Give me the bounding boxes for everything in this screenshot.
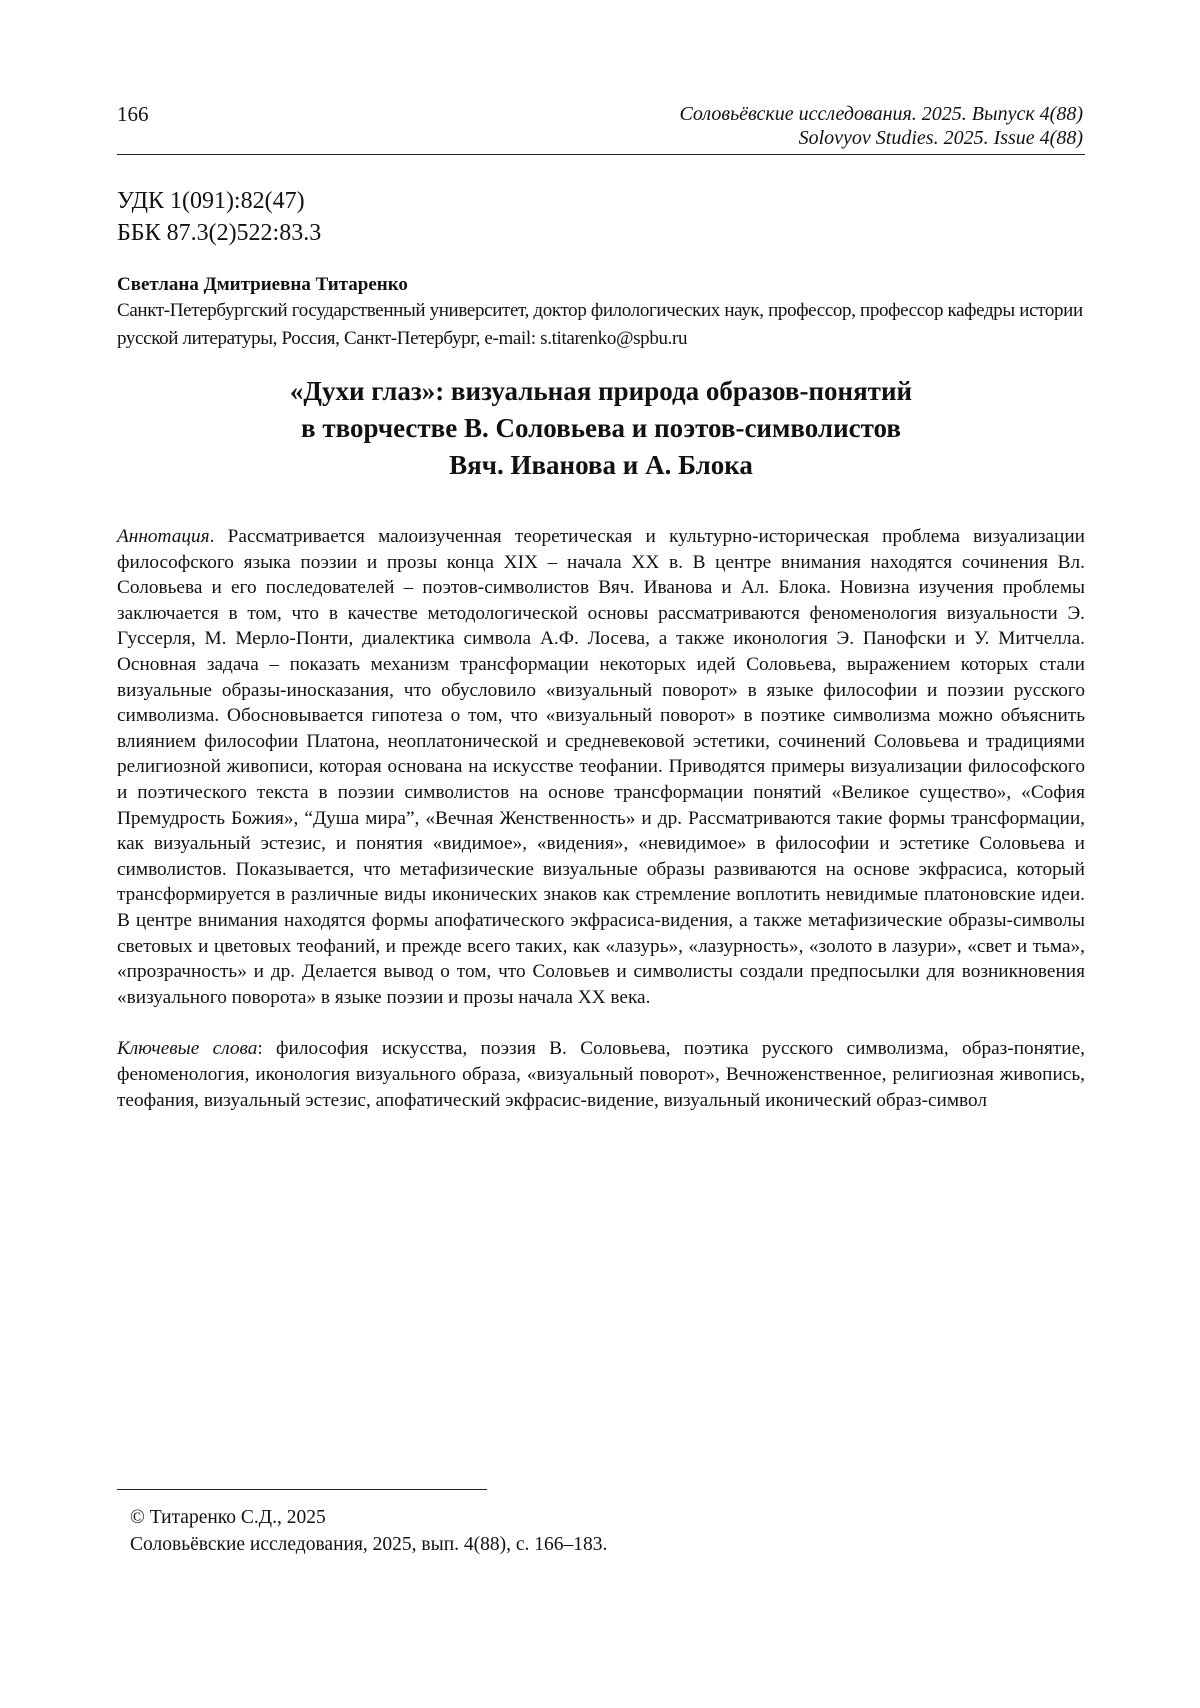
article-page [117,96,1085,1114]
citation-line: Соловьёвские исследования, 2025, вып. 4(88), с. 166–183. [130,1534,608,1555]
author-affiliation: Санкт-Петербургский государственный университет, доктор филологических наук, профессор, профессор кафедры истории русской литературы, Россия, Санкт-Петербург, e-mail: s.titarenko@spbu.ru [117,300,1083,349]
journal-title-ru: Соловьёвские исследования. 2025. Выпуск 4(88) [679,103,1083,125]
running-header [117,96,1085,155]
keywords [117,1036,1085,1114]
article-title [117,373,1085,484]
classification-codes [117,185,1085,249]
footnote [117,1489,1085,1558]
abstract-label: Аннотация [117,526,210,547]
abstract-text: . Рассматривается малоизученная теоретическая и культурно-историческая проблема визуализации философского языка поэзии и прозы конца XIX – начала XX в. В центре внимания находятся сочинения Вл. Соловьева и его последователей – поэтов-символистов Вяч. Иванова и Ал. Блока. Новизна изучения проблемы заключается в том, что в качестве методологической основы рассматриваются феноменология визуальности Э. Гуссерля, М. Мерло-Понти, диалектика символа А.Ф. Лосева, а также иконология Э. Панофски и У. Митчелла. Основная задача – показать механизм трансформации некоторых идей Соловьева, выражением которых стали визуальные образы-иносказания, что обусловило «визуальный поворот» в языке философии и поэзии русского символизма. Обосновывается гипотеза о том, что «визуальный поворот» в поэтике символизма можно объяснить влиянием философии Платона, неоплатонической и средневековой эстетики, сочинений Соловьева и традициями религиозной живописи, которая основана на искусстве теофании. Приводятся примеры визуализации философского и поэтического текста в поэзии символистов на основе трансформации понятий «Великое существо», «София Премудрость Божия», “Душа мира”, «Вечная Женственность» и др. Рассматриваются такие формы трансформации, как визуальный эстезис, и понятия «видимое», «видения», «невидимое» в философии и эстетике Соловьева и символистов. Показывается, что метафизические визуальные образы развиваются на основе экфрасиса, который трансформируется в различные виды иконических знаков как стремление воплотить невидимые платоновские идеи. В центре внимания находятся формы апофатического экфрасиса-видения, а также метафизические образы-символы световых и цветовых теофаний, и прежде всего таких, как «лазурь», «лазурность», «золото в лазури», «свет и тьма», «прозрачность» и др. Делается вывод о том, что Соловьев и символисты создали предпосылки для возникновения «визуального поворота» в языке поэзии и прозы начала XX века. [117,526,1085,1008]
keywords-label: Ключевые слова [117,1038,258,1060]
copyright-line: © Титаренко С.Д., 2025 [130,1507,326,1528]
author-name: Светлана Дмитриевна Титаренко [117,274,408,295]
keywords-text: : философия искусства, поэзия В. Соловьева, поэтика русского символизма, образ-понятие, феноменология, иконология визуального образа, «визуальный поворот», Вечноженственное, религиозная живопись, теофания, визуальный эстезис, апофатический экфрасис-видение, визуальный иконический образ-символ [117,1038,1085,1112]
abstract [117,524,1085,1010]
journal-title [679,102,1083,150]
article-title-line: в творчестве В. Соловьева и поэтов-символистов [301,413,901,443]
article-title-line: Вяч. Иванова и А. Блока [449,450,753,480]
author-block [117,273,1085,353]
udc-code: УДК 1(091):82(47) [117,188,305,214]
footnote-text [117,1504,1085,1558]
bbk-code: ББК 87.3(2)522:83.3 [117,220,322,246]
footnote-divider [117,1489,487,1490]
page-number: 166 [117,102,149,126]
article-title-line: «Духи глаз»: визуальная природа образов-понятий [289,376,913,406]
journal-title-en: Solovyov Studies. 2025. Issue 4(88) [798,127,1083,149]
